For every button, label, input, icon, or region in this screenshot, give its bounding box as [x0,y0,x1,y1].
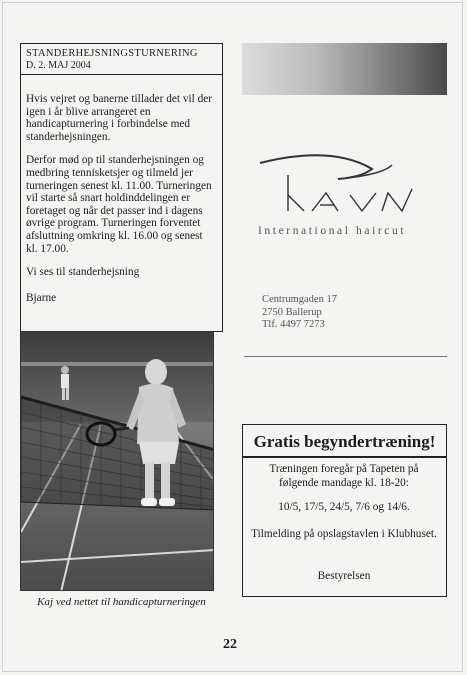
training-offer-box [242,424,447,597]
tennis-photo [20,331,214,591]
ad-address [262,294,337,332]
page-number: 22 [223,637,237,652]
article-signature: Bjarne [26,291,57,304]
offer-signoff: Bestyrelsen [317,570,371,582]
offer-signup-text: Tilmelding på opslagstavlen i Klubhuset. [251,528,437,540]
ravn-advertisement [242,43,447,343]
offer-schedule-text: Træningen foregår på Tapeten på følgende mandage kl. 18-20: [269,463,419,489]
article-body [26,93,217,304]
article-paragraph: Hvis vejret og banerne tillader det vil der igen i år blive arrangeret en handicapturnering i forbindelse med standerhejsningen. [26,93,213,143]
offer-dates: 10/5, 17/5, 24/5, 7/6 og 14/6. [278,501,410,513]
article-title-rule [21,74,222,75]
article-title: STANDERHEJSNINGSTURNERING [26,48,198,59]
ad-gradient-banner [242,43,447,95]
ad-city: 2750 Ballerup [262,306,322,318]
tennis-photo-image [21,332,214,591]
ad-phone: Tlf. 4497 7273 [262,319,325,330]
offer-heading: Gratis begyndertræning! [253,432,436,451]
photo-caption: Kaj ved nettet til handicapturneringen [37,596,206,608]
ad-divider [244,356,447,357]
article-date: D. 2. MAJ 2004 [26,60,91,71]
offer-heading-rule [243,456,446,458]
article-paragraph: Vi ses til standerhejsning [26,266,140,279]
ad-street: Centrumgaden 17 [262,294,337,305]
article-box [20,43,223,332]
ad-tagline: International haircut [258,225,407,237]
article-paragraph: Derfor mød op til standerhejsningen og medbring tennisketsjer og tilmeld jer turneringen senest kl. 11.00. Turneringen vil starte så snart holdinddelingen er foretaget og når det passer ind i dagens øvrige program. Turneringen forventet afsluttning omkring kl. 16.00 og senest kl. 17.00. [26,154,212,255]
